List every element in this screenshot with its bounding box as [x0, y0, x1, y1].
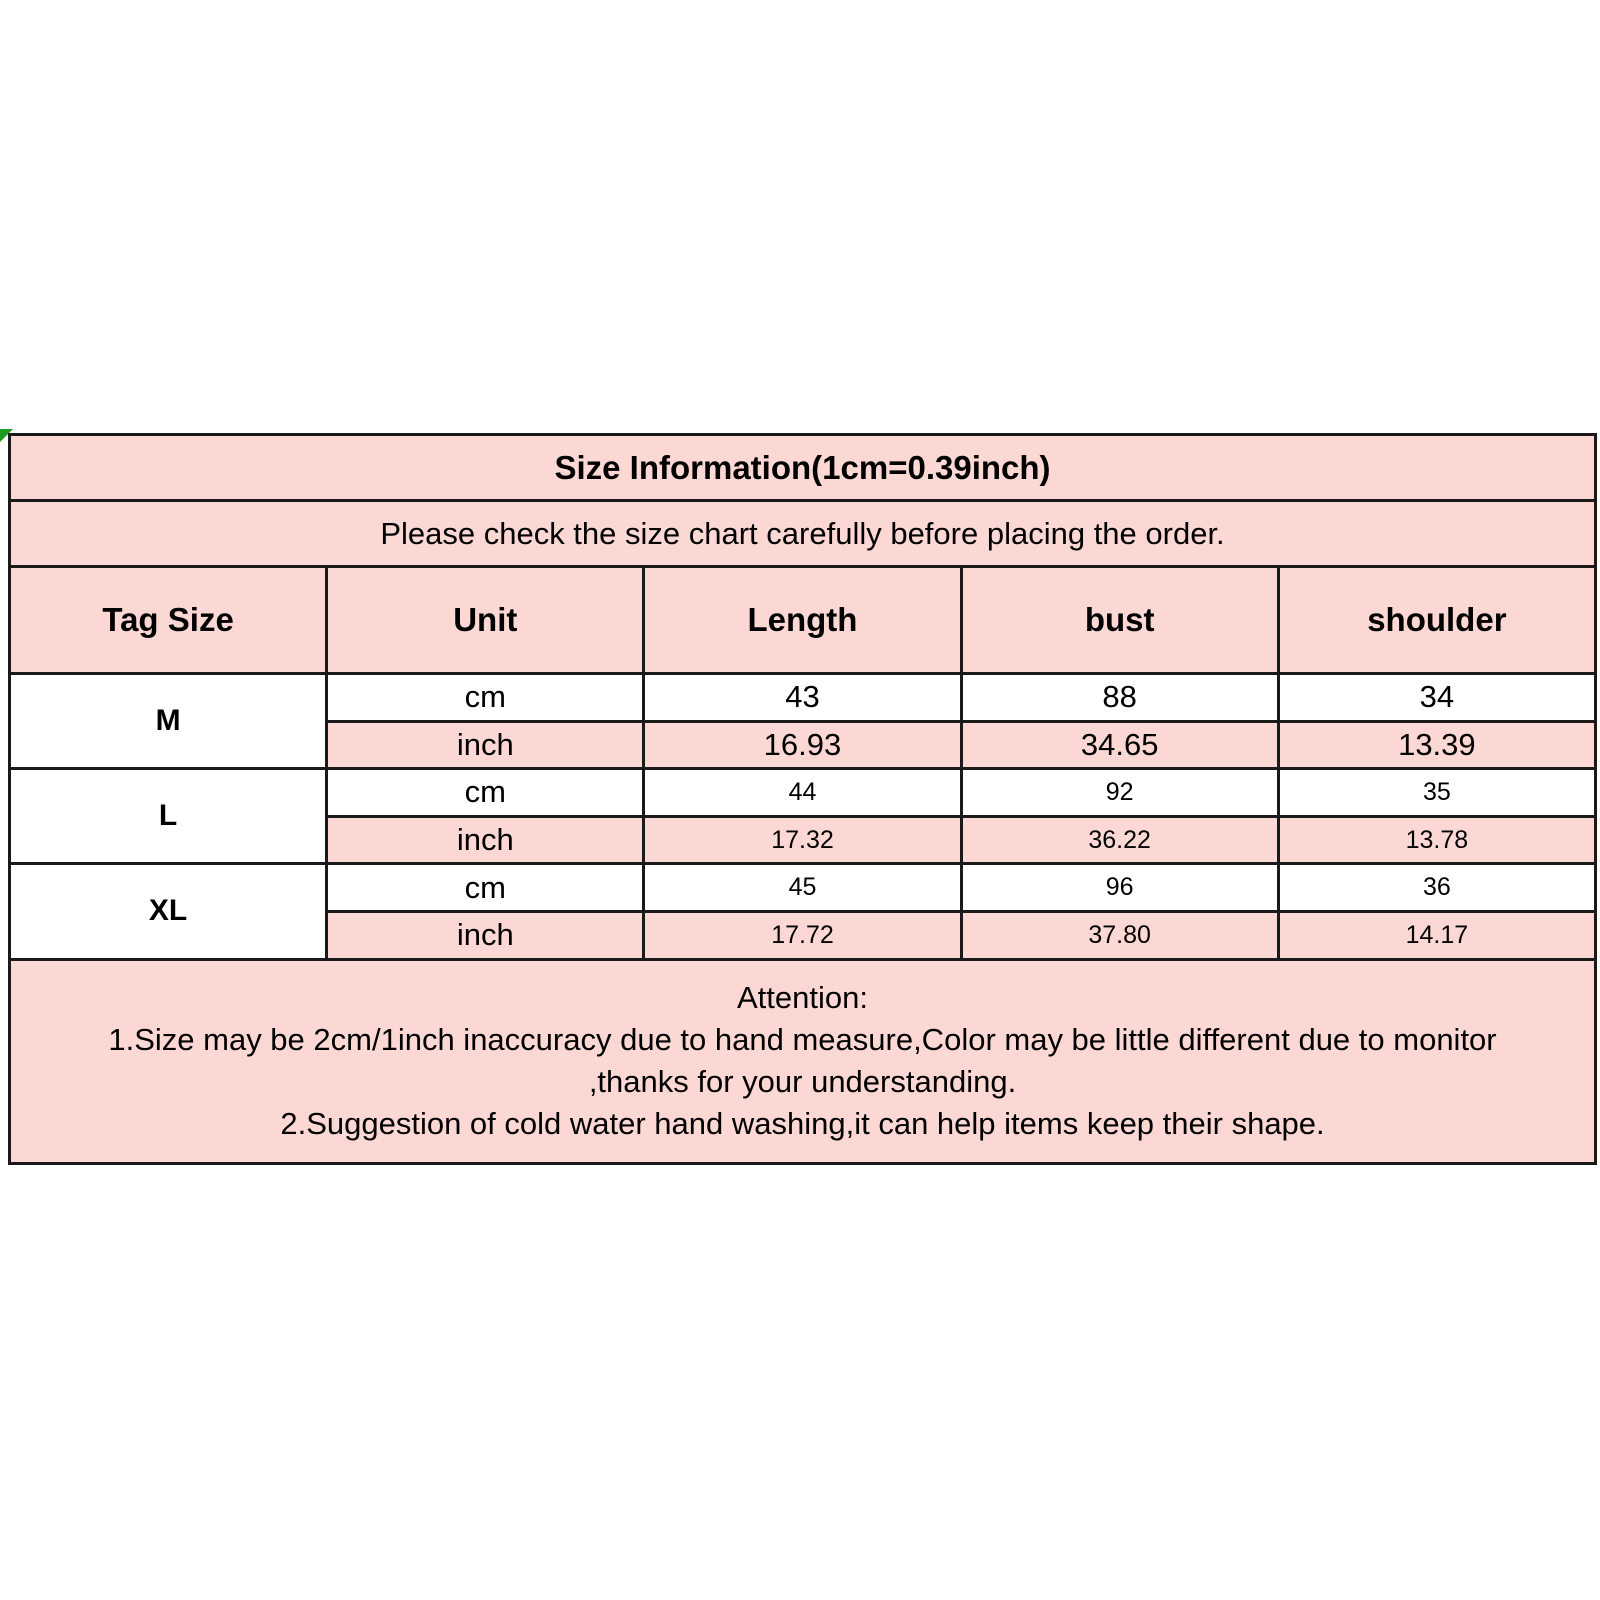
- value-l-cm-length: 44: [644, 769, 961, 817]
- value-m-cm-bust: 88: [961, 674, 1278, 722]
- tag-cell-xl: XL: [10, 864, 327, 959]
- table-row-l-cm: [10, 769, 1596, 817]
- tag-cell-l: L: [10, 769, 327, 864]
- header-cell-tag-size: Tag Size: [10, 567, 327, 674]
- value-xl-cm-bust: 96: [961, 864, 1278, 912]
- value-m-inch-length: 16.93: [644, 721, 961, 769]
- column-header-row: [10, 567, 1596, 674]
- title-row: [10, 435, 1596, 501]
- unit-cell-m-cm: cm: [327, 674, 644, 722]
- table-row-xl-cm: [10, 864, 1596, 912]
- header-cell-length: Length: [644, 567, 961, 674]
- value-xl-cm-shoulder: 36: [1278, 864, 1595, 912]
- value-m-cm-length: 43: [644, 674, 961, 722]
- header-cell-shoulder: shoulder: [1278, 567, 1595, 674]
- attention-note-1: 1.Size may be 2cm/1inch inaccuracy due to hand measure,Color may be little different due to monitor: [108, 1022, 1497, 1058]
- unit-cell-xl-cm: cm: [327, 864, 644, 912]
- unit-cell-l-cm: cm: [327, 769, 644, 817]
- attention-note-1-continued: ,thanks for your understanding.: [588, 1064, 1017, 1100]
- unit-cell-xl-inch: inch: [327, 911, 644, 959]
- attention-cell: [10, 959, 1596, 1163]
- value-m-inch-bust: 34.65: [961, 721, 1278, 769]
- value-xl-cm-length: 45: [644, 864, 961, 912]
- value-l-cm-bust: 92: [961, 769, 1278, 817]
- value-l-inch-length: 17.32: [644, 816, 961, 864]
- attention-note-2: 2.Suggestion of cold water hand washing,it can help items keep their shape.: [280, 1106, 1325, 1142]
- value-l-inch-bust: 36.22: [961, 816, 1278, 864]
- value-xl-inch-bust: 37.80: [961, 911, 1278, 959]
- subtitle-row: [10, 501, 1596, 567]
- table-subtitle: Please check the size chart carefully before placing the order.: [10, 501, 1596, 567]
- unit-cell-m-inch: inch: [327, 721, 644, 769]
- header-cell-unit: Unit: [327, 567, 644, 674]
- table-row-m-cm: [10, 674, 1596, 722]
- value-m-inch-shoulder: 13.39: [1278, 721, 1595, 769]
- table-title: Size Information(1cm=0.39inch): [10, 435, 1596, 501]
- value-xl-inch-shoulder: 14.17: [1278, 911, 1595, 959]
- header-cell-bust: bust: [961, 567, 1278, 674]
- tag-cell-m: M: [10, 674, 327, 769]
- value-l-cm-shoulder: 35: [1278, 769, 1595, 817]
- unit-cell-l-inch: inch: [327, 816, 644, 864]
- size-information-table: [8, 433, 1597, 1165]
- value-xl-inch-length: 17.72: [644, 911, 961, 959]
- value-l-inch-shoulder: 13.78: [1278, 816, 1595, 864]
- attention-row: [10, 959, 1596, 1163]
- attention-heading: Attention:: [737, 980, 868, 1016]
- value-m-cm-shoulder: 34: [1278, 674, 1595, 722]
